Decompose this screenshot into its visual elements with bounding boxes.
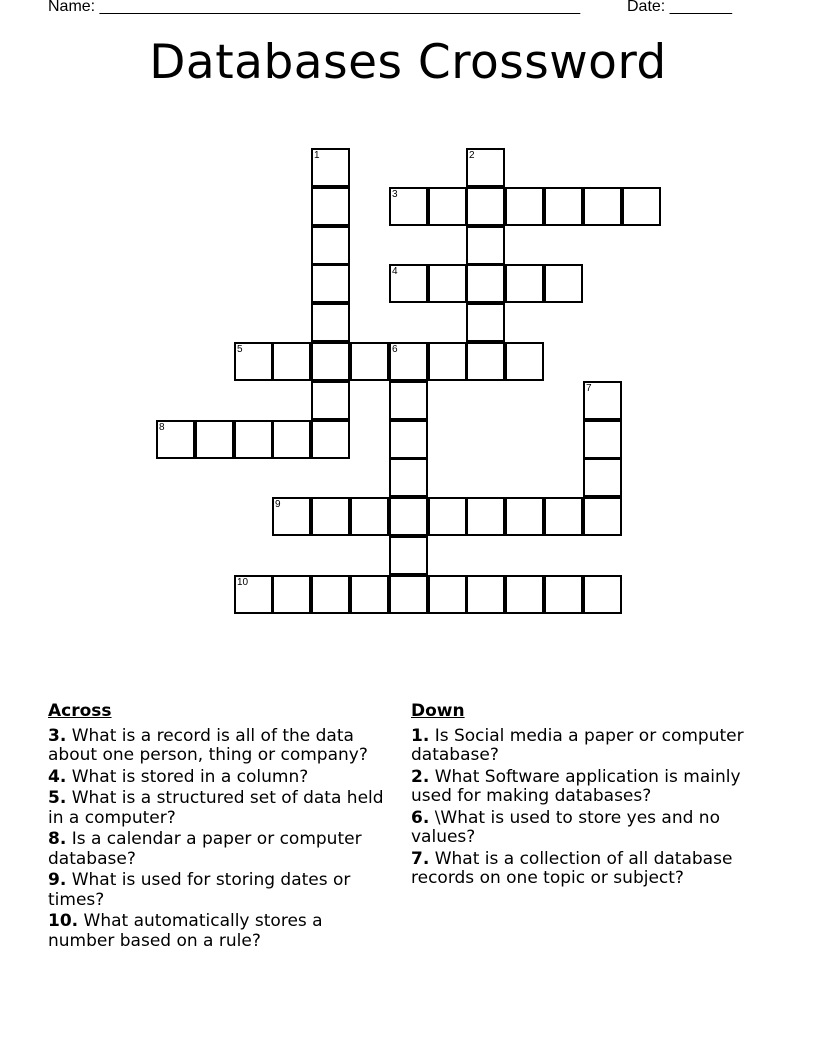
clue-number: 8 bbox=[159, 422, 165, 433]
grid-cell[interactable] bbox=[466, 187, 505, 226]
grid-cell[interactable] bbox=[466, 226, 505, 265]
down-clue bbox=[411, 768, 756, 807]
grid-cell[interactable] bbox=[389, 264, 428, 303]
grid-cell[interactable] bbox=[583, 187, 622, 226]
clue-number: 2 bbox=[469, 150, 475, 161]
page-title: Databases Crossword bbox=[149, 35, 667, 90]
grid-cell[interactable] bbox=[311, 148, 350, 187]
clue-number: 1 bbox=[314, 150, 320, 161]
across-clue bbox=[48, 789, 393, 828]
across-heading: Across bbox=[48, 701, 112, 721]
clue-text: Is Social media a paper or computer database? bbox=[411, 725, 744, 765]
grid-cell[interactable] bbox=[311, 575, 350, 614]
clue-number-label: 9. bbox=[48, 870, 67, 890]
grid-cell[interactable] bbox=[428, 575, 467, 614]
across-clue bbox=[48, 768, 393, 788]
grid-cell[interactable] bbox=[311, 420, 350, 459]
grid-cell[interactable] bbox=[505, 342, 544, 381]
grid-cell[interactable] bbox=[234, 342, 273, 381]
down-clue bbox=[411, 850, 756, 889]
clue-number-label: 5. bbox=[48, 788, 67, 808]
grid-cell[interactable] bbox=[583, 458, 622, 497]
grid-cell[interactable] bbox=[505, 187, 544, 226]
clue-text: Is a calendar a paper or computer database? bbox=[48, 829, 362, 869]
clue-text: What automatically stores a number based on a rule? bbox=[48, 911, 323, 951]
down-clues bbox=[411, 702, 756, 891]
across-clues bbox=[48, 702, 393, 953]
grid-cell[interactable] bbox=[311, 342, 350, 381]
grid-cell[interactable] bbox=[272, 342, 311, 381]
grid-cell[interactable] bbox=[389, 381, 428, 420]
grid-cell[interactable] bbox=[389, 187, 428, 226]
clue-number-label: 4. bbox=[48, 766, 67, 787]
grid-cell[interactable] bbox=[311, 187, 350, 226]
across-clue bbox=[48, 871, 393, 910]
clue-number-label: 2. bbox=[411, 766, 430, 787]
clue-number-label: 6. bbox=[411, 807, 430, 828]
grid-cell[interactable] bbox=[428, 342, 467, 381]
grid-cell[interactable] bbox=[156, 420, 195, 459]
grid-cell[interactable] bbox=[272, 420, 311, 459]
clue-number-label: 1. bbox=[411, 725, 430, 746]
grid-cell[interactable] bbox=[389, 420, 428, 459]
clue-number: 9 bbox=[275, 499, 281, 510]
grid-cell[interactable] bbox=[389, 342, 428, 381]
grid-cell[interactable] bbox=[583, 381, 622, 420]
down-clue bbox=[411, 809, 756, 848]
grid-cell[interactable] bbox=[350, 575, 389, 614]
across-clue-list bbox=[48, 727, 393, 952]
grid-cell[interactable] bbox=[311, 226, 350, 265]
down-heading: Down bbox=[411, 701, 465, 721]
grid-cell[interactable] bbox=[428, 497, 467, 536]
clue-number: 10 bbox=[237, 577, 249, 588]
grid-cell[interactable] bbox=[350, 342, 389, 381]
clue-number: 7 bbox=[586, 383, 592, 394]
clue-text: What is stored in a column? bbox=[71, 766, 309, 787]
date-field[interactable]: Date: _______ bbox=[627, 0, 732, 15]
clue-number-label: 10. bbox=[48, 911, 79, 931]
across-clue bbox=[48, 830, 393, 869]
clue-text: What Software application is mainly used for making databases? bbox=[411, 766, 741, 806]
clue-text: What is used for storing dates or times? bbox=[48, 870, 351, 910]
clue-text: \What is used to store yes and no values? bbox=[411, 807, 720, 847]
grid-cell[interactable] bbox=[583, 497, 622, 536]
grid-cell[interactable] bbox=[311, 264, 350, 303]
grid-cell[interactable] bbox=[466, 342, 505, 381]
clue-number: 5 bbox=[237, 344, 243, 355]
name-field[interactable]: Name: ______________________________________________________ bbox=[48, 0, 581, 15]
grid-cell[interactable] bbox=[544, 264, 583, 303]
grid-cell[interactable] bbox=[389, 458, 428, 497]
grid-cell[interactable] bbox=[311, 303, 350, 342]
grid-cell[interactable] bbox=[466, 575, 505, 614]
grid-cell[interactable] bbox=[466, 303, 505, 342]
grid-cell[interactable] bbox=[583, 420, 622, 459]
clue-number-label: 7. bbox=[411, 848, 430, 869]
grid-cell[interactable] bbox=[311, 497, 350, 536]
grid-cell[interactable] bbox=[272, 497, 311, 536]
grid-cell[interactable] bbox=[234, 575, 273, 614]
clue-text: What is a record is all of the data about one person, thing or company? bbox=[48, 725, 368, 765]
grid-cell[interactable] bbox=[466, 497, 505, 536]
grid-cell[interactable] bbox=[544, 187, 583, 226]
grid-cell[interactable] bbox=[505, 497, 544, 536]
grid-cell[interactable] bbox=[466, 148, 505, 187]
grid-cell[interactable] bbox=[350, 497, 389, 536]
grid-cell[interactable] bbox=[622, 187, 661, 226]
grid-cell[interactable] bbox=[389, 536, 428, 575]
clue-number: 6 bbox=[392, 344, 398, 355]
grid-cell[interactable] bbox=[272, 575, 311, 614]
grid-cell[interactable] bbox=[389, 497, 428, 536]
clue-text: What is a structured set of data held in a computer? bbox=[48, 788, 384, 828]
grid-cell[interactable] bbox=[466, 264, 505, 303]
grid-cell[interactable] bbox=[544, 575, 583, 614]
down-clue-list bbox=[411, 727, 756, 889]
grid-cell[interactable] bbox=[428, 264, 467, 303]
clue-text: What is a collection of all database records on one topic or subject? bbox=[411, 848, 733, 888]
clue-number: 3 bbox=[392, 189, 398, 200]
grid-cell[interactable] bbox=[195, 420, 234, 459]
grid-cell[interactable] bbox=[583, 575, 622, 614]
grid-cell[interactable] bbox=[505, 575, 544, 614]
grid-cell[interactable] bbox=[389, 575, 428, 614]
across-clue bbox=[48, 727, 393, 766]
grid-cell[interactable] bbox=[428, 187, 467, 226]
down-clue bbox=[411, 727, 756, 766]
clue-number-label: 3. bbox=[48, 725, 67, 746]
clue-number-label: 8. bbox=[48, 829, 67, 849]
grid-cell[interactable] bbox=[311, 381, 350, 420]
clue-number: 4 bbox=[392, 266, 398, 277]
grid-cell[interactable] bbox=[544, 497, 583, 536]
grid-cell[interactable] bbox=[234, 420, 273, 459]
across-clue bbox=[48, 912, 393, 951]
grid-cell[interactable] bbox=[505, 264, 544, 303]
